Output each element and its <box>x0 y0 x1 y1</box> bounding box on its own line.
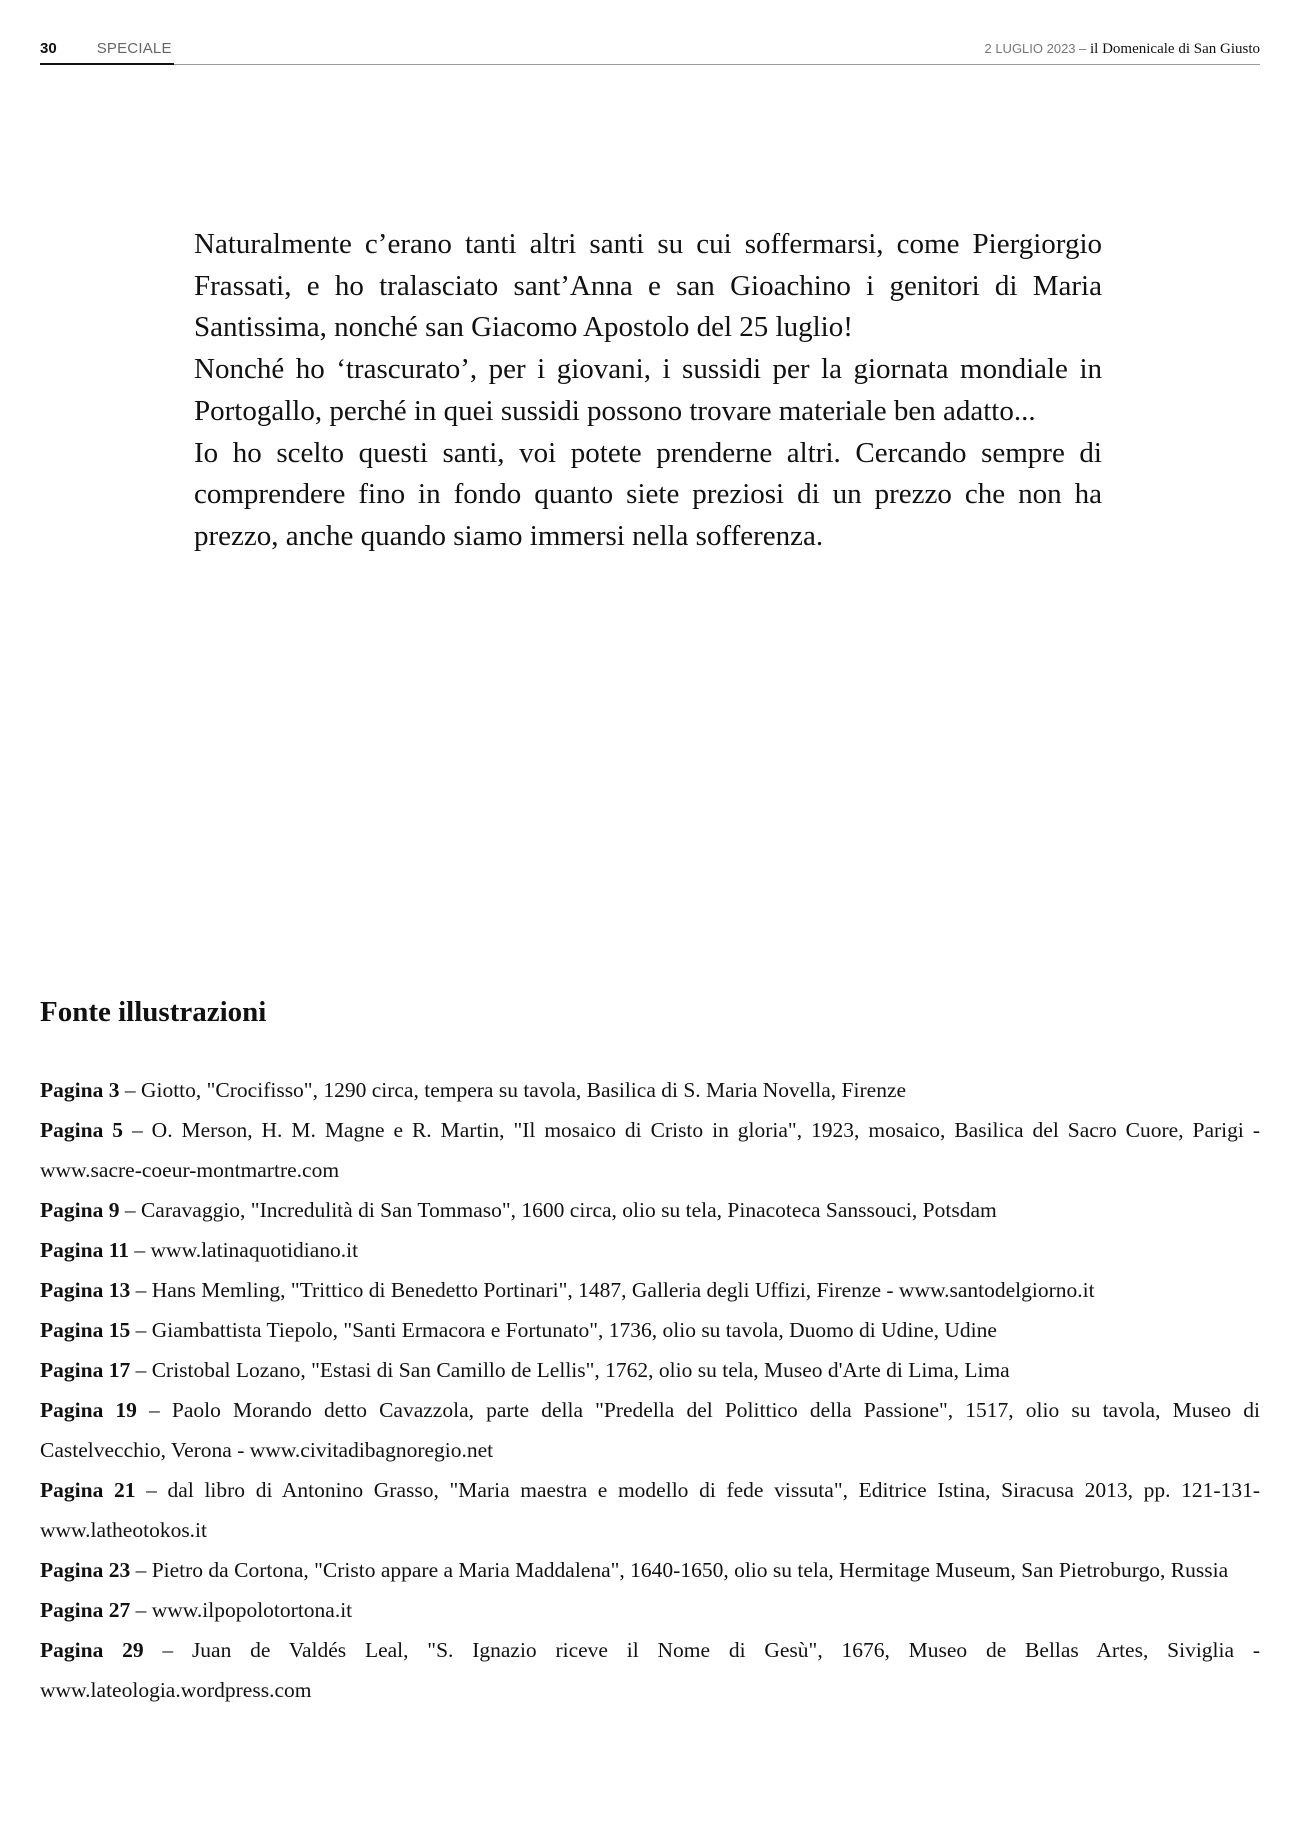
source-description: – www.ilpopolotortona.it <box>130 1598 353 1622</box>
source-item <box>40 1550 1260 1590</box>
source-page-label: Pagina 19 <box>40 1398 137 1422</box>
source-item <box>40 1470 1260 1550</box>
section-name: SPECIALE <box>96 40 172 57</box>
source-item <box>40 1350 1260 1390</box>
source-page-label: Pagina 9 <box>40 1198 120 1222</box>
publication-name: il Domenicale di San Giusto <box>1090 41 1260 57</box>
header-rule-accent <box>40 63 174 65</box>
source-item <box>40 1590 1260 1630</box>
source-page-label: Pagina 29 <box>40 1638 144 1662</box>
source-item <box>40 1630 1260 1710</box>
source-item <box>40 1310 1260 1350</box>
source-description: – Juan de Valdés Leal, "S. Ignazio riceve il Nome di Gesù", 1676, Museo de Bellas Artes, Siviglia - www.lateologia.wordpress.com <box>40 1638 1260 1702</box>
source-item <box>40 1070 1260 1110</box>
paragraph: Io ho scelto questi santi, voi potete prenderne altri. Cercando sempre di comprendere fino in fondo quanto siete preziosi di un prezzo che non ha prezzo, anche quando siamo immersi nella sofferenza. <box>194 436 1102 552</box>
issue-date: 2 LUGLIO 2023 <box>984 41 1076 56</box>
source-page-label: Pagina 5 <box>40 1118 124 1142</box>
header-right <box>984 40 1260 58</box>
source-item <box>40 1110 1260 1190</box>
header-separator: – <box>1075 41 1091 56</box>
header-left <box>40 40 172 57</box>
source-description: – Caravaggio, "Incredulità di San Tommaso", 1600 circa, olio su tela, Pinacoteca Sanssouci, Potsdam <box>119 1198 997 1222</box>
source-item <box>40 1270 1260 1310</box>
sources-title: Fonte illustrazioni <box>40 996 267 1028</box>
closing-text <box>194 224 1102 558</box>
source-description: – O. Merson, H. M. Magne e R. Martin, "Il mosaico di Cristo in gloria", 1923, mosaico, Basilica del Sacro Cuore, Parigi - www.sacre-coeur-montmartre.com <box>40 1118 1260 1182</box>
source-description: – Cristobal Lozano, "Estasi di San Camillo de Lellis", 1762, olio su tela, Museo d'Arte di Lima, Lima <box>130 1358 1010 1382</box>
source-page-label: Pagina 21 <box>40 1478 136 1502</box>
page-header <box>40 36 1260 66</box>
paragraph: Nonché ho ‘trascurato’, per i giovani, i sussidi per la giornata mondiale in Portogallo, perché in quei sussidi possono trovare materiale ben adatto... <box>194 353 1102 427</box>
source-page-label: Pagina 3 <box>40 1078 120 1102</box>
source-item <box>40 1230 1260 1270</box>
sources-list <box>40 1070 1260 1710</box>
source-page-label: Pagina 11 <box>40 1238 130 1262</box>
source-page-label: Pagina 17 <box>40 1358 131 1382</box>
source-description: – www.latinaquotidiano.it <box>129 1238 359 1262</box>
source-description: – dal libro di Antonino Grasso, "Maria maestra e modello di fede vissuta", Editrice Istina, Siracusa 2013, pp. 121-131- www.latheotokos.it <box>40 1478 1260 1542</box>
source-page-label: Pagina 15 <box>40 1318 131 1342</box>
source-item <box>40 1390 1260 1470</box>
header-rule <box>40 64 1260 65</box>
source-description: – Paolo Morando detto Cavazzola, parte della "Predella del Polittico della Passione", 1517, olio su tavola, Museo di Castelvecchio, Verona - www.civitadibagnoregio.net <box>40 1398 1260 1462</box>
source-page-label: Pagina 23 <box>40 1558 131 1582</box>
source-description: – Hans Memling, "Trittico di Benedetto Portinari", 1487, Galleria degli Uffizi, Firenze - www.santodelgiorno.it <box>130 1278 1095 1302</box>
page-number: 30 <box>40 40 57 57</box>
source-page-label: Pagina 27 <box>40 1598 131 1622</box>
source-description: – Giambattista Tiepolo, "Santi Ermacora e Fortunato", 1736, olio su tavola, Duomo di Udine, Udine <box>130 1318 997 1342</box>
paragraph: Naturalmente c’erano tanti altri santi su cui soffermarsi, come Piergiorgio Frassati, e ho tralasciato sant’Anna e san Gioachino i genitori di Maria Santissima, nonché san Giacomo Apostolo del 25 luglio! <box>194 228 1102 344</box>
source-description: – Giotto, "Crocifisso", 1290 circa, tempera su tavola, Basilica di S. Maria Novella, Firenze <box>119 1078 907 1102</box>
source-item <box>40 1190 1260 1230</box>
source-page-label: Pagina 13 <box>40 1278 131 1302</box>
source-description: – Pietro da Cortona, "Cristo appare a Maria Maddalena", 1640-1650, olio su tela, Hermitage Museum, San Pietroburgo, Russia <box>130 1558 1229 1582</box>
